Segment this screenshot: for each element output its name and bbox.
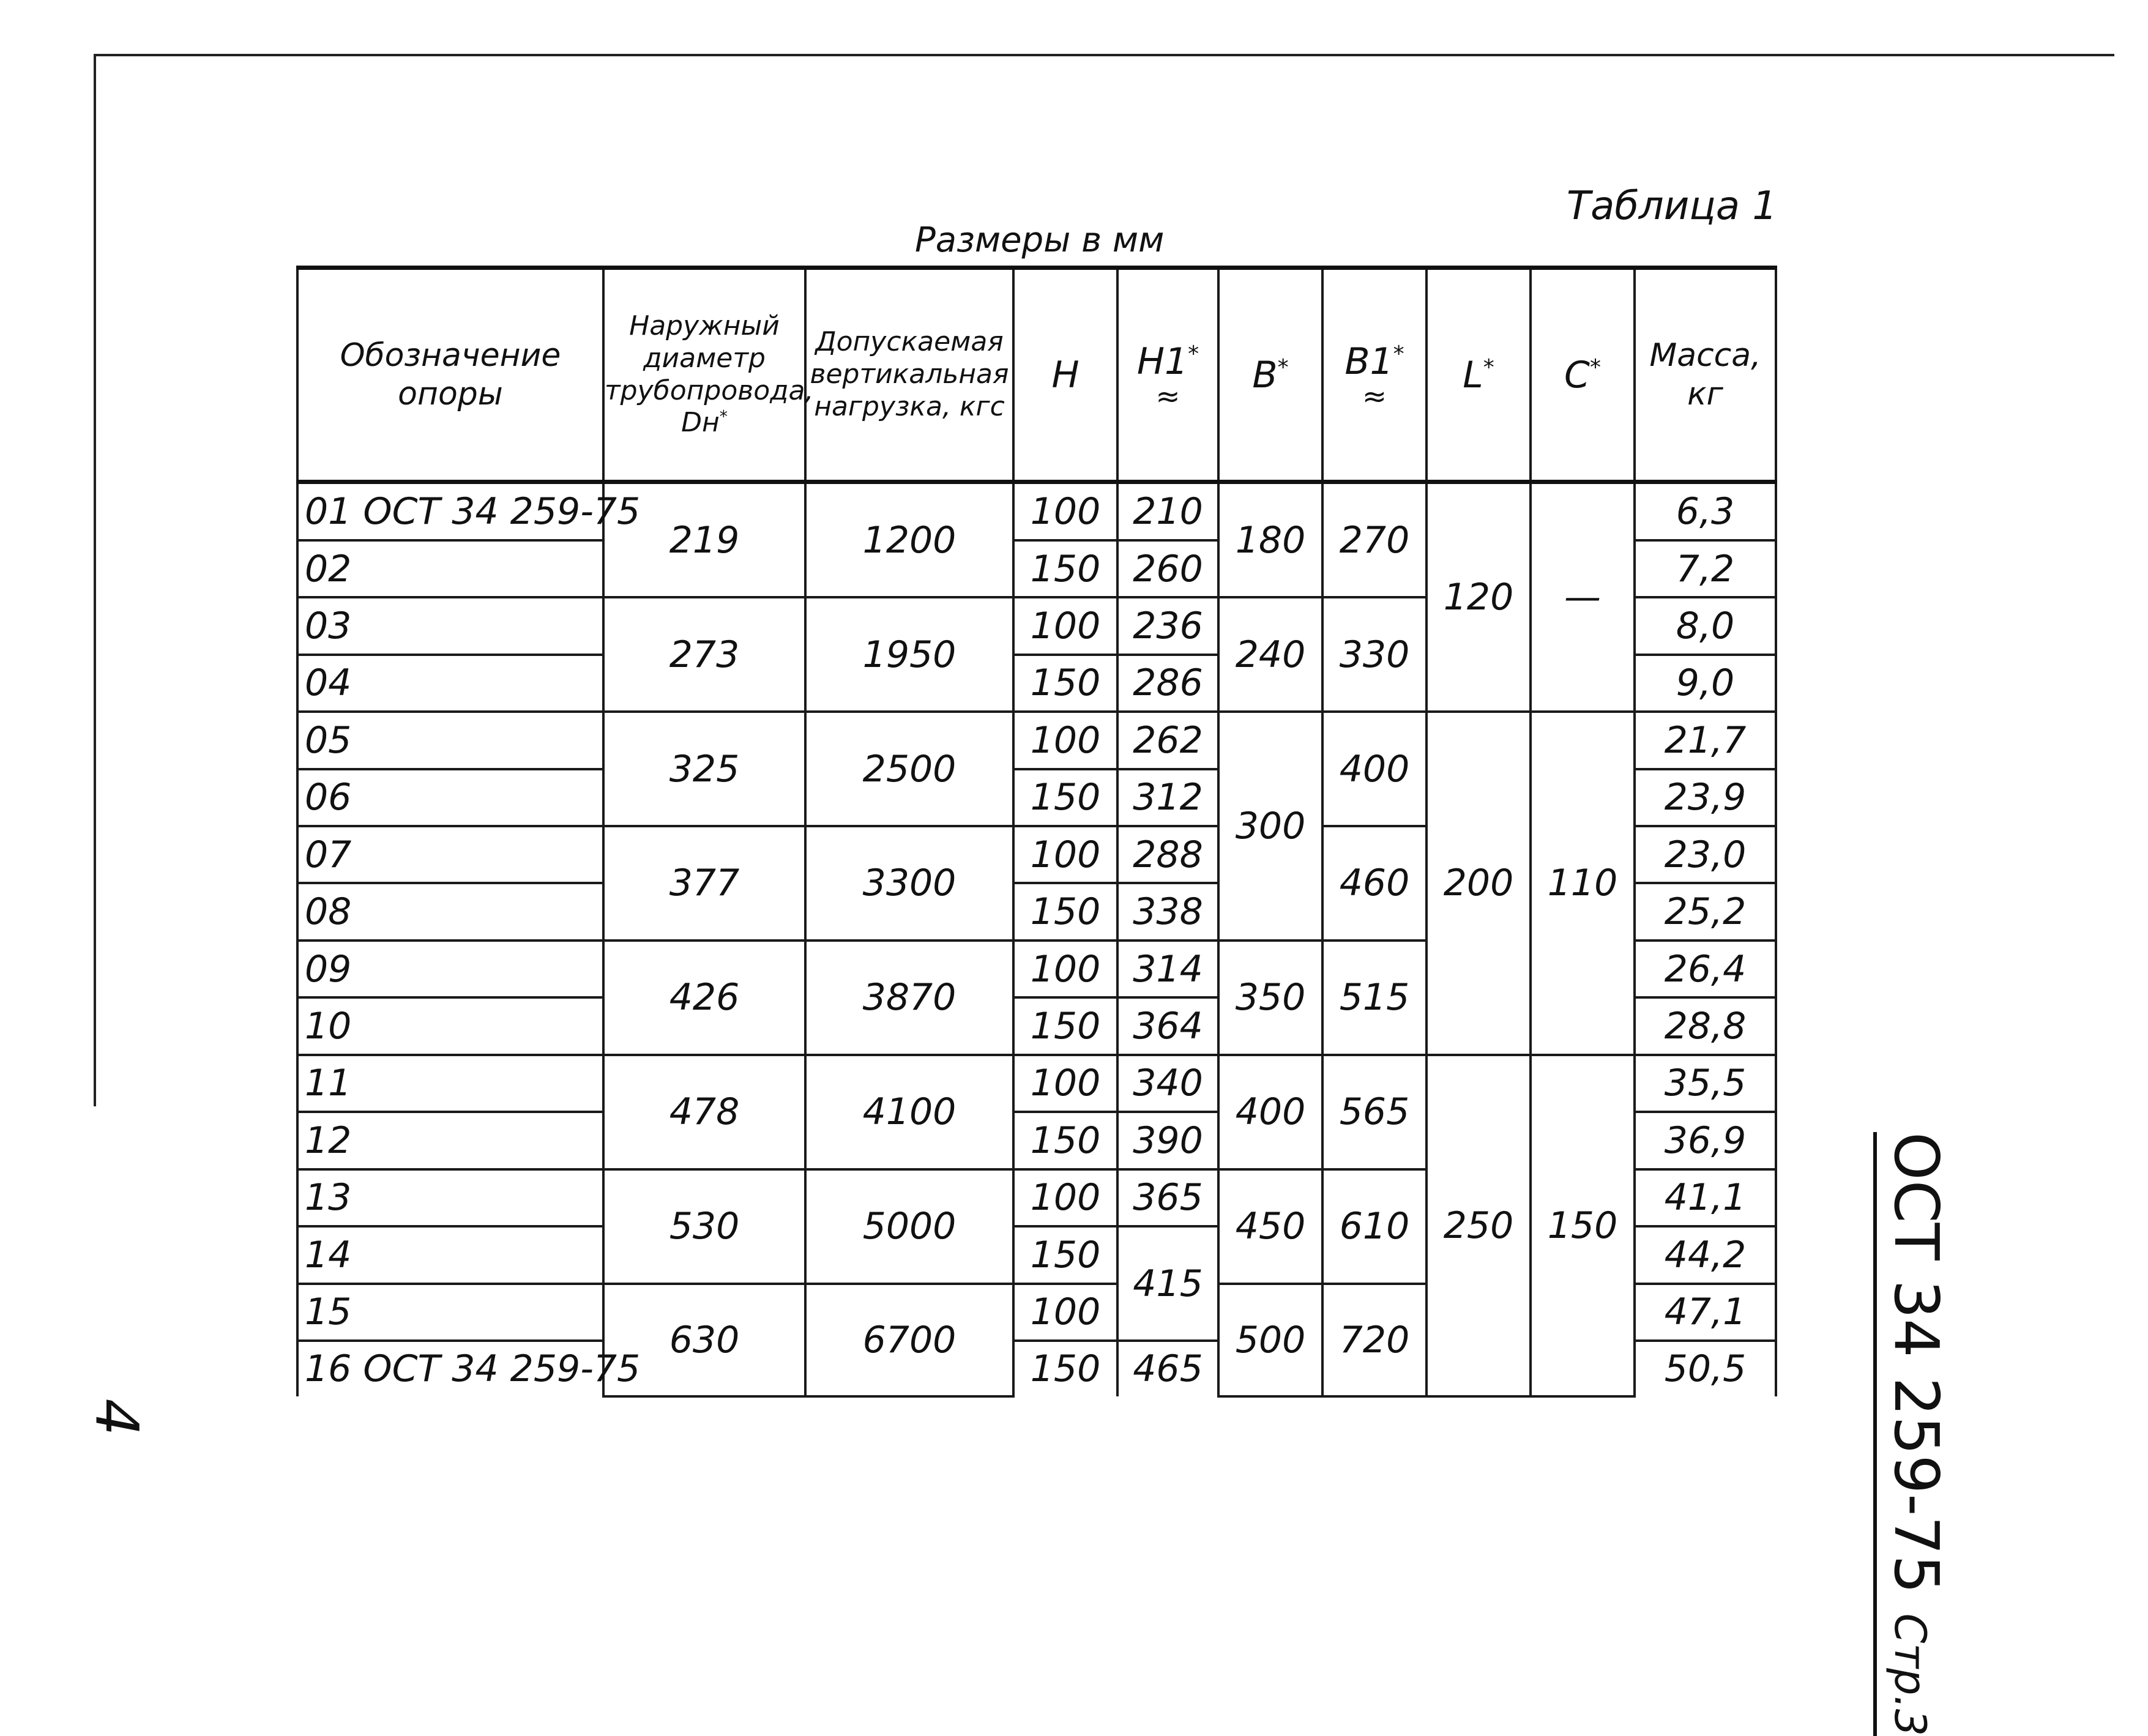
load-cell: 3870 (805, 941, 1013, 1055)
mass-cell: 7,2 (1635, 540, 1776, 597)
l-cell: 250 (1426, 1055, 1531, 1396)
header-pipe-diameter-symbol: Dн (681, 407, 720, 439)
dn-cell: 426 (603, 941, 805, 1055)
b1-cell: 720 (1322, 1284, 1426, 1396)
b-cell: 350 (1218, 941, 1322, 1055)
designation-cell: 04 (297, 655, 603, 712)
designation-cell: 16 ОСТ 34 259-75 (297, 1341, 603, 1396)
header-load: Допускаемая вертикальная нагрузка, кгс (805, 268, 1013, 482)
load-cell: 1200 (805, 482, 1013, 598)
b-cell: 240 (1218, 597, 1322, 712)
dn-cell: 630 (603, 1284, 805, 1396)
mass-cell: 6,3 (1635, 482, 1776, 540)
table-row (297, 712, 1776, 769)
mass-cell: 23,9 (1635, 769, 1776, 826)
h-cell: 150 (1013, 997, 1117, 1054)
mass-cell: 41,1 (1635, 1169, 1776, 1226)
mass-cell: 25,2 (1635, 883, 1776, 940)
h1-cell: 286 (1117, 655, 1218, 712)
page-number: 4 (82, 1398, 151, 1436)
c-cell: — (1531, 482, 1635, 712)
header-pipe-diameter-label: Наружный диаметр трубопровода, (605, 310, 814, 406)
b1-cell: 515 (1322, 941, 1426, 1055)
header-h1 (1117, 268, 1218, 482)
h1-cell: 365 (1117, 1169, 1218, 1226)
h1-cell: 236 (1117, 597, 1218, 654)
frame-left-line (94, 54, 96, 1106)
c-cell: 110 (1531, 712, 1635, 1055)
designation-cell: 02 (297, 540, 603, 597)
document-code-text: ОСТ 34 259-75 (1881, 1132, 1952, 1594)
b1-cell: 610 (1322, 1169, 1426, 1284)
header-star: * (1589, 354, 1601, 380)
load-cell: 3300 (805, 826, 1013, 941)
mass-cell: 21,7 (1635, 712, 1776, 769)
header-h1-label: H1 (1136, 340, 1188, 383)
header-b (1218, 268, 1322, 482)
mass-cell: 26,4 (1635, 941, 1776, 997)
b1-cell: 565 (1322, 1055, 1426, 1169)
b1-cell: 330 (1322, 597, 1426, 712)
units-caption: Размеры в мм (915, 220, 1165, 260)
h1-cell: 465 (1117, 1341, 1218, 1396)
header-h: H (1013, 268, 1117, 482)
designation-cell: 01 ОСТ 34 259-75 (297, 482, 603, 540)
h1-cell: 260 (1117, 540, 1218, 597)
designation-cell: 03 (297, 597, 603, 654)
header-b-label: B (1252, 353, 1278, 397)
header-b1-label: B1 (1344, 340, 1393, 383)
dn-cell: 219 (603, 482, 805, 598)
mass-cell: 36,9 (1635, 1112, 1776, 1169)
h-cell: 150 (1013, 540, 1117, 597)
designation-cell: 13 (297, 1169, 603, 1226)
b1-cell: 460 (1322, 826, 1426, 941)
dn-cell: 325 (603, 712, 805, 826)
header-mass: Масса, кг (1635, 268, 1776, 482)
header-b1 (1322, 268, 1426, 482)
spec-table (296, 266, 1777, 1398)
header-row (297, 268, 1776, 482)
load-cell: 6700 (805, 1284, 1013, 1396)
mass-cell: 47,1 (1635, 1284, 1776, 1341)
h-cell: 100 (1013, 597, 1117, 654)
h-cell: 150 (1013, 883, 1117, 940)
h-cell: 150 (1013, 1226, 1117, 1283)
header-star: * (1483, 354, 1494, 380)
header-c-label: C (1564, 353, 1590, 397)
h1-cell: 390 (1117, 1112, 1218, 1169)
h-cell: 100 (1013, 1284, 1117, 1341)
h-cell: 100 (1013, 1055, 1117, 1112)
mass-cell: 35,5 (1635, 1055, 1776, 1112)
dn-cell: 377 (603, 826, 805, 941)
b-cell: 500 (1218, 1284, 1322, 1396)
table-row (297, 482, 1776, 540)
h1-cell: 415 (1117, 1226, 1218, 1341)
h-cell: 100 (1013, 482, 1117, 540)
load-cell: 4100 (805, 1055, 1013, 1169)
c-cell: 150 (1531, 1055, 1635, 1396)
header-c (1531, 268, 1635, 482)
h-cell: 100 (1013, 712, 1117, 769)
approx-sign: ≈ (1362, 379, 1387, 414)
designation-cell: 12 (297, 1112, 603, 1169)
b-cell: 400 (1218, 1055, 1322, 1169)
approx-sign: ≈ (1155, 379, 1180, 414)
b-cell: 180 (1218, 482, 1322, 598)
b-cell: 300 (1218, 712, 1322, 941)
h-cell: 150 (1013, 1341, 1117, 1396)
h1-cell: 340 (1117, 1055, 1218, 1112)
frame-top-line (95, 54, 2114, 56)
load-cell: 5000 (805, 1169, 1013, 1284)
header-star: * (1188, 341, 1199, 367)
dn-cell: 530 (603, 1169, 805, 1284)
designation-cell: 11 (297, 1055, 603, 1112)
l-cell: 120 (1426, 482, 1531, 712)
table-title: Таблица 1 (1567, 184, 1778, 229)
b1-cell: 270 (1322, 482, 1426, 598)
dn-cell: 273 (603, 597, 805, 712)
designation-cell: 10 (297, 997, 603, 1054)
h1-cell: 312 (1117, 769, 1218, 826)
b-cell: 450 (1218, 1169, 1322, 1284)
designation-cell: 06 (297, 769, 603, 826)
dn-cell: 478 (603, 1055, 805, 1169)
load-cell: 1950 (805, 597, 1013, 712)
h1-cell: 210 (1117, 482, 1218, 540)
mass-cell: 50,5 (1635, 1341, 1776, 1396)
h1-cell: 314 (1117, 941, 1218, 997)
h1-cell: 338 (1117, 883, 1218, 940)
header-star: * (719, 407, 728, 427)
document-code (1873, 1132, 1952, 1736)
h-cell: 150 (1013, 655, 1117, 712)
designation-cell: 08 (297, 883, 603, 940)
h-cell: 150 (1013, 1112, 1117, 1169)
page-reference: Стр.3 (1885, 1613, 1935, 1736)
header-l (1426, 268, 1531, 482)
b1-cell: 400 (1322, 712, 1426, 826)
h-cell: 150 (1013, 769, 1117, 826)
designation-cell: 15 (297, 1284, 603, 1341)
h-cell: 100 (1013, 941, 1117, 997)
designation-cell: 07 (297, 826, 603, 883)
load-cell: 2500 (805, 712, 1013, 826)
header-l-label: L (1463, 353, 1483, 397)
l-cell: 200 (1426, 712, 1531, 1055)
designation-cell: 05 (297, 712, 603, 769)
mass-cell: 44,2 (1635, 1226, 1776, 1283)
mass-cell: 28,8 (1635, 997, 1776, 1054)
table-row (297, 1055, 1776, 1112)
mass-cell: 9,0 (1635, 655, 1776, 712)
designation-cell: 14 (297, 1226, 603, 1283)
h1-cell: 364 (1117, 997, 1218, 1054)
h-cell: 100 (1013, 826, 1117, 883)
h-cell: 100 (1013, 1169, 1117, 1226)
mass-cell: 8,0 (1635, 597, 1776, 654)
header-star: * (1393, 341, 1404, 367)
header-pipe-diameter (603, 268, 814, 482)
header-designation: Обозначение опоры (297, 268, 603, 482)
h1-cell: 288 (1117, 826, 1218, 883)
h1-cell: 262 (1117, 712, 1218, 769)
mass-cell: 23,0 (1635, 826, 1776, 883)
designation-cell: 09 (297, 941, 603, 997)
header-star: * (1277, 354, 1289, 380)
